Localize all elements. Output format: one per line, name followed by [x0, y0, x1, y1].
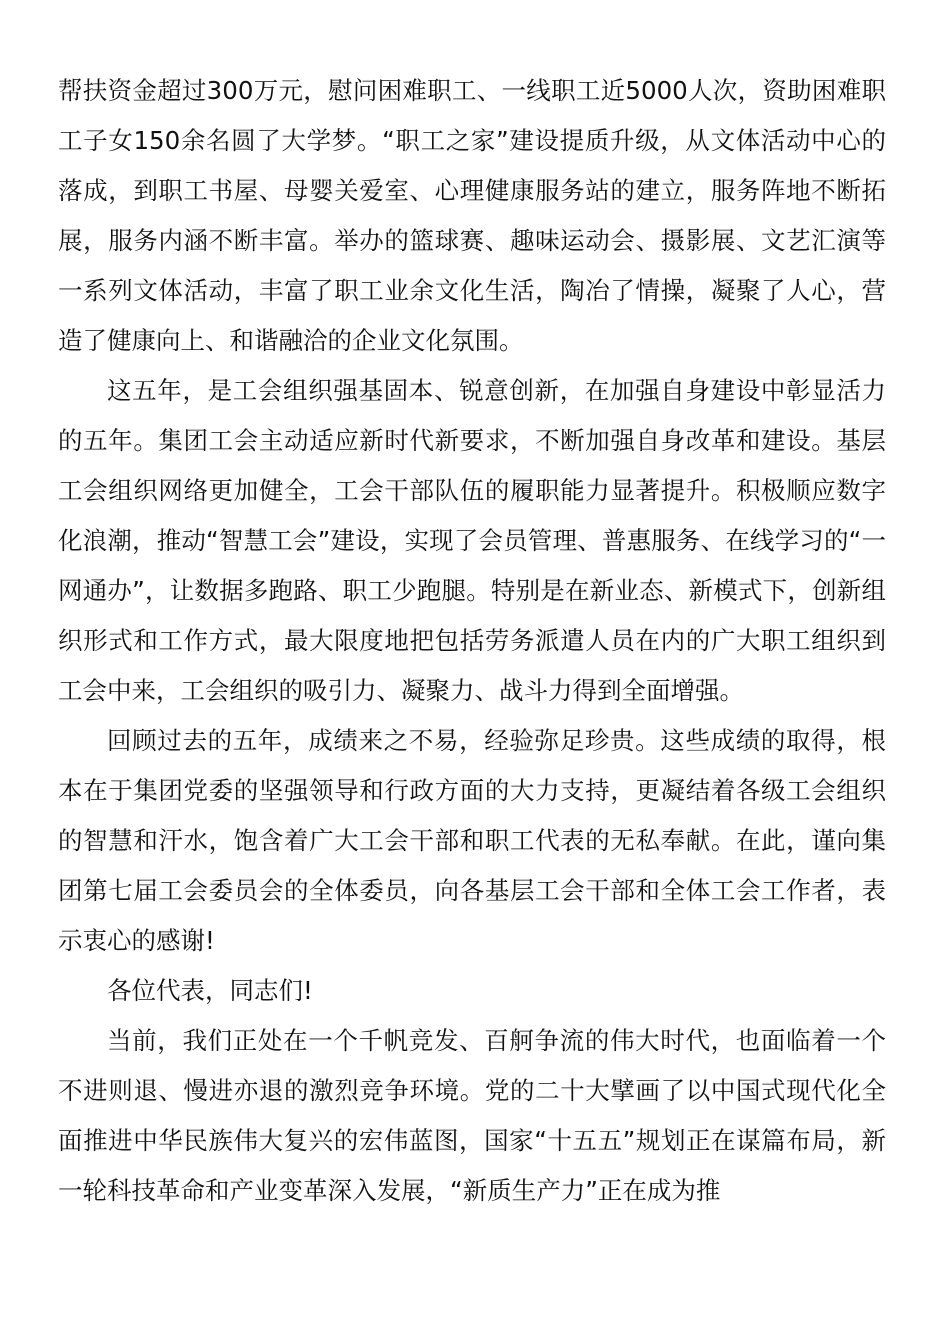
document-page [58, 66, 886, 1216]
paragraph-support-funds: 帮扶资金超过300万元，慰问困难职工、一线职工近5000人次，资助困难职工子女150余名圆了大学梦。“职工之家”建设提质升级，从文体活动中心的落成，到职工书屋、母婴关爱室、心理健康服务站的建立，服务阵地不断拓展，服务内涵不断丰富。举办的篮球赛、趣味运动会、摄影展、文艺汇演等一系列文体活动，丰富了职工业余文化生活，陶冶了情操，凝聚了人心，营造了健康向上、和谐融洽的企业文化氛围。 [58, 76, 886, 355]
paragraph-organization-building: 这五年，是工会组织强基固本、锐意创新，在加强自身建设中彰显活力的五年。集团工会主动适应新时代新要求，不断加强自身改革和建设。基层工会组织网络更加健全，工会干部队伍的履职能力显著提升。积极顺应数字化浪潮，推动“智慧工会”建设，实现了会员管理、普惠服务、在线学习的“一网通办”，让数据多跑路、职工少跑腿。特别是在新业态、新模式下，创新组织形式和工作方式，最大限度地把包括劳务派遣人员在内的广大职工组织到工会中来，工会组织的吸引力、凝聚力、战斗力得到全面增强。 [58, 376, 886, 705]
paragraph-current-situation: 当前，我们正处在一个千帆竞发、百舸争流的伟大时代，也面临着一个不进则退、慢进亦退的激烈竞争环境。党的二十大擘画了以中国式现代化全面推进中华民族伟大复兴的宏伟蓝图，国家“十五五”规划正在谋篇布局，新一轮科技革命和产业变革深入发展，“新质生产力”正在成为推 [58, 1026, 886, 1205]
paragraph-review-thanks: 回顾过去的五年，成绩来之不易，经验弥足珍贵。这些成绩的取得，根本在于集团党委的坚强领导和行政方面的大力支持，更凝结着各级工会组织的智慧和汗水，饱含着广大工会干部和职工代表的无私奉献。在此，谨向集团第七届工会委员会的全体委员，向各基层工会干部和全体工会工作者，表示衷心的感谢! [58, 726, 886, 955]
paragraph-salutation: 各位代表，同志们! [107, 976, 313, 1005]
